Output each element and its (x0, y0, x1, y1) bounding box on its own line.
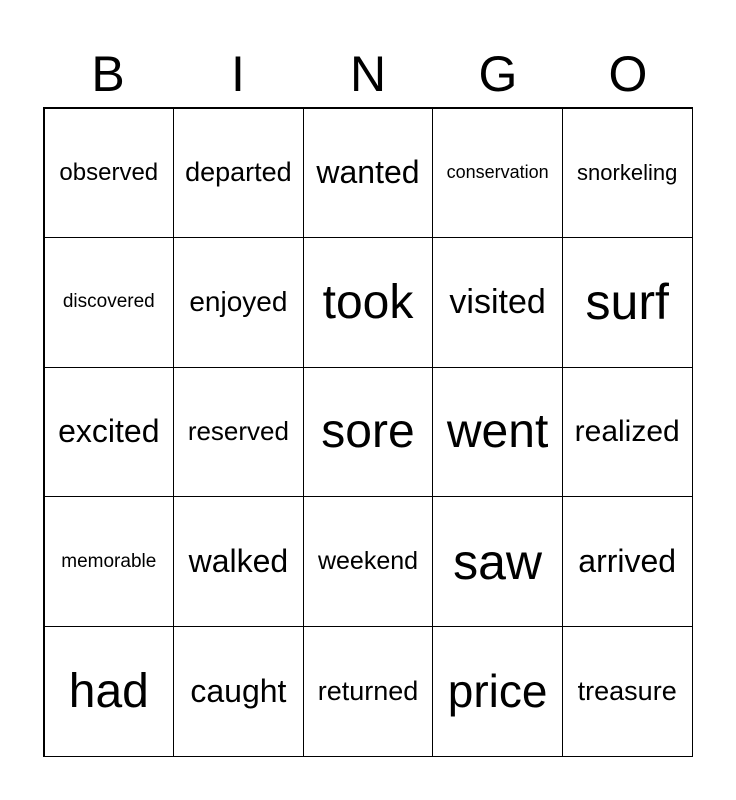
bingo-cell[interactable]: discovered (44, 237, 175, 368)
bingo-cell[interactable]: snorkeling (562, 108, 693, 239)
bingo-cell[interactable]: treasure (562, 626, 693, 757)
header-letter-g: G (478, 46, 518, 102)
bingo-cell[interactable]: wanted (303, 108, 434, 239)
bingo-cell[interactable]: caught (173, 626, 304, 757)
header-letter-n: N (349, 46, 387, 102)
bingo-cell[interactable]: returned (303, 626, 434, 757)
bingo-cell[interactable]: weekend (303, 496, 434, 627)
bingo-cell[interactable]: took (303, 237, 434, 368)
bingo-cell[interactable]: price (432, 626, 563, 757)
bingo-cell[interactable]: conservation (432, 108, 563, 239)
bingo-cell[interactable]: surf (562, 237, 693, 368)
bingo-cell[interactable]: walked (173, 496, 304, 627)
bingo-cell[interactable]: memorable (44, 496, 175, 627)
bingo-cell[interactable]: excited (44, 367, 175, 498)
bingo-cell[interactable]: departed (173, 108, 304, 239)
bingo-cell[interactable]: enjoyed (173, 237, 304, 368)
header-letter-b: B (91, 46, 125, 102)
bingo-cell[interactable]: sore (303, 367, 434, 498)
bingo-header (43, 44, 693, 104)
header-letter-o: O (608, 46, 648, 102)
bingo-cell[interactable]: visited (432, 237, 563, 368)
bingo-cell[interactable]: observed (44, 108, 175, 239)
bingo-cell[interactable]: saw (432, 496, 563, 627)
header-letter-i: I (231, 46, 245, 102)
bingo-cell[interactable]: reserved (173, 367, 304, 498)
bingo-cell[interactable]: went (432, 367, 563, 498)
bingo-cell[interactable]: realized (562, 367, 693, 498)
bingo-grid (43, 107, 693, 757)
bingo-cell[interactable]: had (44, 626, 175, 757)
bingo-cell[interactable]: arrived (562, 496, 693, 627)
